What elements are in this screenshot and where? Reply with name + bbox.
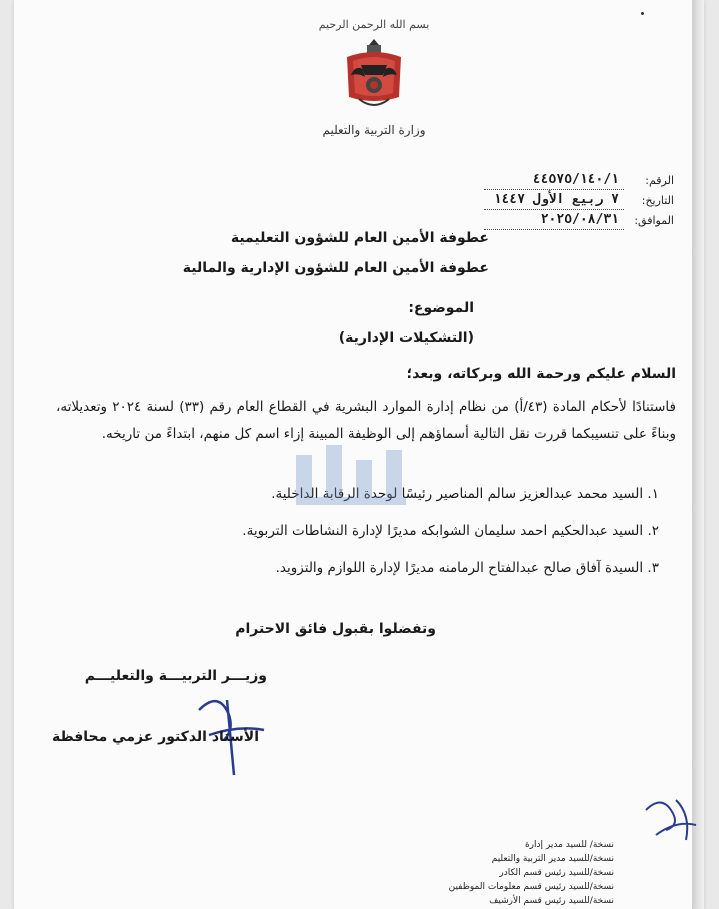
- greeting: السلام عليكم ورحمة الله وبركاته، وبعد؛: [406, 366, 676, 382]
- list-item: ٣. السيدة آفاق صالح عبدالفتاح الرمامنه مديرًا لإدارة اللوازم والتزويد.: [275, 560, 659, 576]
- subject-value: (التشكيلات الإدارية): [338, 330, 474, 346]
- gregorian-date-label: الموافق:: [634, 214, 674, 227]
- speck: [641, 12, 644, 15]
- copy-line: نسخة/للسيد مدير التربية والتعليم: [491, 854, 614, 864]
- document-page: [14, 0, 704, 909]
- addressee-2: عطوفة الأمين العام للشؤون الإدارية والمالية: [182, 260, 489, 276]
- signatory-name: الأستاذ الدكتور عزمي محافظة: [51, 729, 259, 745]
- body-paragraph: فاستنادًا لأحكام المادة (٤٣/أ) من نظام إدارة الموارد البشرية في القطاع العام رقم (٣٣) لسنة ٢٠٢٤ وتعديلاته، وبناءً على تنسيبكما قررت نقل التالية أسماؤهم إلى الوظيفة المبينة إزاء اسم كل منهم، ابتداءً من تاريخه.: [56, 399, 676, 442]
- subject-label: الموضوع:: [408, 300, 474, 316]
- list-item: ١. السيد محمد عبدالعزيز سالم المناصير رئيسًا لوحدة الرقابة الداخلية.: [271, 486, 659, 502]
- addressee-1: عطوفة الأمين العام للشؤون التعليمية: [230, 230, 489, 246]
- page-edge: [692, 0, 704, 909]
- dotted-line: [484, 189, 624, 190]
- reference-number-label: الرقم:: [645, 174, 674, 187]
- copy-line: نسخة/للسيد رئيس قسم الأرشيف: [489, 896, 614, 906]
- coat-of-arms-emblem: [339, 35, 409, 115]
- hijri-date-row: [484, 192, 674, 212]
- gregorian-date-row: [484, 212, 674, 232]
- dotted-line: [484, 209, 624, 210]
- hijri-date-value: ٧ ربيع الأول ١٤٤٧: [493, 192, 619, 207]
- reference-number-row: [484, 172, 674, 192]
- copy-line: نسخة/ للسيد مدير إدارة: [524, 840, 614, 850]
- letterhead: [314, 18, 434, 137]
- signatory-title: وزيـــر التربيـــة والتعليـــم: [84, 668, 267, 684]
- closing-line: وتفضلوا بقبول فائق الاحترام: [235, 621, 436, 637]
- list-item: ٢. السيد عبدالحكيم احمد سليمان الشوابكه مديرًا لإدارة النشاطات التربوية.: [242, 523, 659, 539]
- watermark-logo: [286, 435, 436, 515]
- initials-signature: [636, 790, 706, 850]
- ministry-name: وزارة التربية والتعليم: [322, 123, 426, 137]
- hijri-date-label: التاريخ:: [641, 194, 674, 207]
- copies-list: [449, 838, 614, 908]
- copy-line: نسخة/للسيد رئيس قسم الكادر: [499, 868, 614, 878]
- dotted-line: [484, 229, 624, 230]
- reference-block: [484, 172, 674, 232]
- basmala: بسم الله الرحمن الرحيم: [318, 18, 430, 31]
- gregorian-date-value: ٢٠٢٥/٠٨/٣١: [540, 212, 619, 227]
- copy-line: نسخة/للسيد رئيس قسم معلومات الموظفين: [448, 882, 614, 892]
- reference-number-value: ٤٤٥٧٥/١٤٠/١: [532, 172, 619, 187]
